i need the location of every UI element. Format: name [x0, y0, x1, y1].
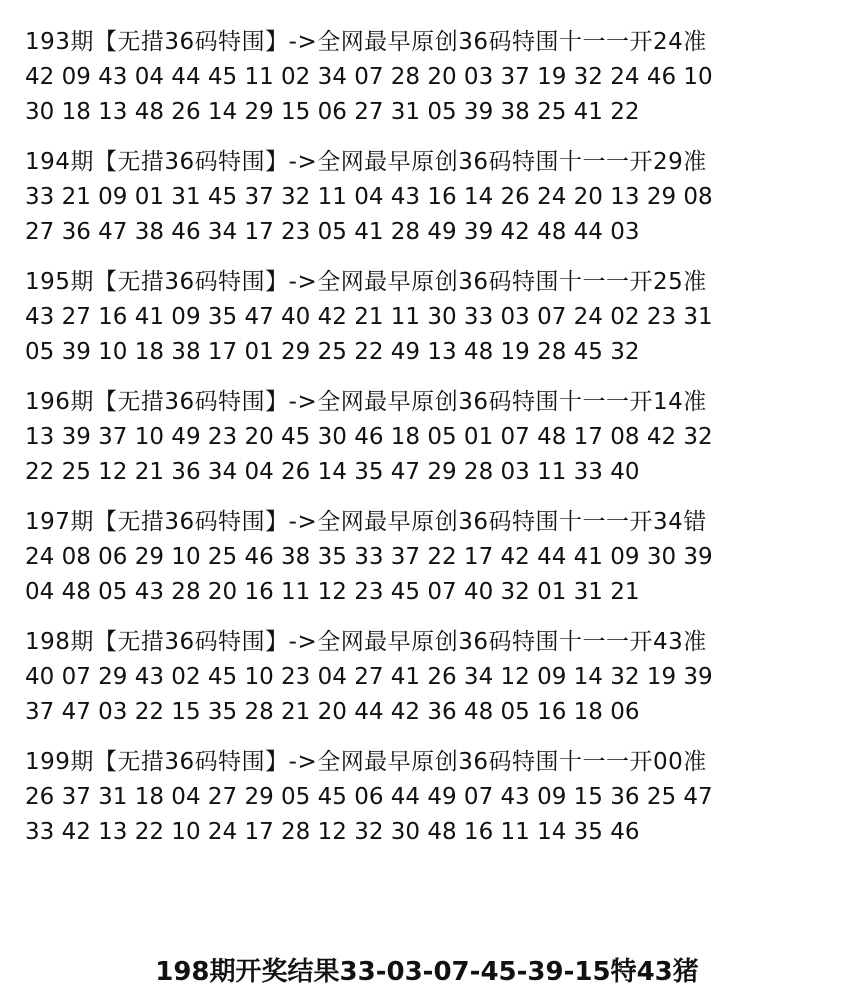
- entry-title: 197期【无措36码特围】->全网最早原创36码特围十一一开34错: [25, 509, 707, 535]
- numbers-row-2: 27 36 47 38 46 34 17 23 05 41 28 49 39 42 48 44 03: [25, 219, 640, 245]
- numbers-row-1: 42 09 43 04 44 45 11 02 34 07 28 20 03 37 19 32 24 46 10: [25, 64, 713, 90]
- entry-title: 195期【无措36码特围】->全网最早原创36码特围十一一开25准: [25, 269, 707, 295]
- numbers-row-1: 40 07 29 43 02 45 10 23 04 27 41 26 34 12 09 14 32 19 39: [25, 664, 713, 690]
- numbers-row-1: 26 37 31 18 04 27 29 05 45 06 44 49 07 43 09 15 36 25 47: [25, 784, 713, 810]
- period-entry-193: [25, 25, 825, 145]
- period-entry-195: [25, 265, 825, 385]
- period-entry-197: [25, 505, 825, 625]
- numbers-row-2: 30 18 13 48 26 14 29 15 06 27 31 05 39 38 25 41 22: [25, 99, 640, 125]
- entry-title: 194期【无措36码特围】->全网最早原创36码特围十一一开29准: [25, 149, 707, 175]
- numbers-row-1: 33 21 09 01 31 45 37 32 11 04 43 16 14 26 24 20 13 29 08: [25, 184, 713, 210]
- entry-title: 196期【无措36码特围】->全网最早原创36码特围十一一开14准: [25, 389, 707, 415]
- period-entry-199: [25, 745, 825, 865]
- numbers-row-1: 24 08 06 29 10 25 46 38 35 33 37 22 17 42 44 41 09 30 39: [25, 544, 713, 570]
- draw-result: 198期开奖结果33-03-07-45-39-15特43猪: [155, 957, 699, 987]
- prediction-list: [25, 25, 825, 865]
- period-entry-196: [25, 385, 825, 505]
- numbers-row-1: 13 39 37 10 49 23 20 45 30 46 18 05 01 07 48 17 08 42 32: [25, 424, 713, 450]
- entry-title: 198期【无措36码特围】->全网最早原创36码特围十一一开43准: [25, 629, 707, 655]
- entry-title: 193期【无措36码特围】->全网最早原创36码特围十一一开24准: [25, 29, 707, 55]
- period-entry-194: [25, 145, 825, 265]
- period-entry-198: [25, 625, 825, 745]
- numbers-row-2: 05 39 10 18 38 17 01 29 25 22 49 13 48 19 28 45 32: [25, 339, 640, 365]
- entry-title: 199期【无措36码特围】->全网最早原创36码特围十一一开00准: [25, 749, 707, 775]
- numbers-row-1: 43 27 16 41 09 35 47 40 42 21 11 30 33 03 07 24 02 23 31: [25, 304, 713, 330]
- numbers-row-2: 37 47 03 22 15 35 28 21 20 44 42 36 48 05 16 18 06: [25, 699, 640, 725]
- numbers-row-2: 04 48 05 43 28 20 16 11 12 23 45 07 40 32 01 31 21: [25, 579, 640, 605]
- numbers-row-2: 22 25 12 21 36 34 04 26 14 35 47 29 28 03 11 33 40: [25, 459, 640, 485]
- numbers-row-2: 33 42 13 22 10 24 17 28 12 32 30 48 16 11 14 35 46: [25, 819, 640, 845]
